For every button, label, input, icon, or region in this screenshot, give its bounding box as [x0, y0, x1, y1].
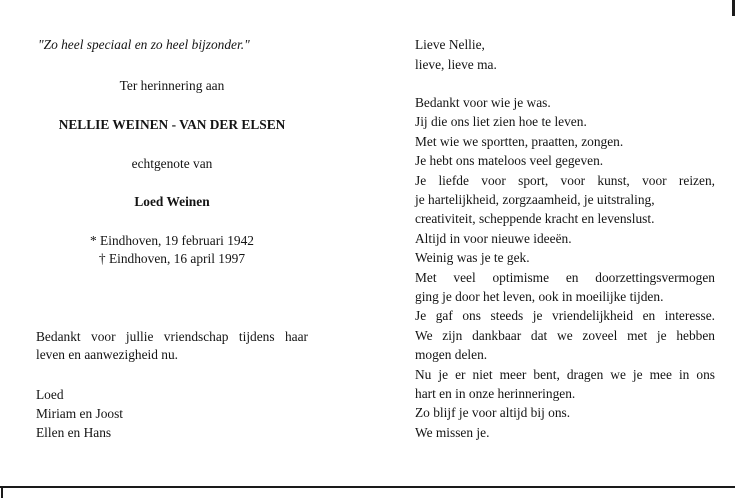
signature-1: Loed [36, 387, 64, 402]
thanks-text-line-2: leven en aanwezigheid nu. [36, 347, 179, 362]
poem-line-3: Met wie we sportten, praatten, zongen. [415, 133, 624, 149]
opening-quote: "Zo heel speciaal en zo heel bijzonder." [38, 37, 250, 52]
thanks-text-line-1 [36, 328, 308, 346]
poem-line-2: Jij die ons liet zien hoe te leven. [415, 114, 587, 130]
signature-3: Ellen en Hans [36, 425, 112, 440]
poem-line-13: We zijn dankbaar dat we zoveel met je hebben [415, 327, 715, 343]
signature-2: Miriam en Joost [36, 406, 124, 421]
poem-line-10: Met veel optimisme en doorzettingsvermogen [415, 269, 715, 285]
poem-line-1: Bedankt voor wie je was. [415, 95, 551, 110]
poem-line-5: Je liefde voor sport, voor kunst, voor reizen, [415, 172, 715, 188]
greeting-line-1: Lieve Nellie, [415, 37, 485, 52]
poem-line-12: Je gaf ons steeds je vriendelijkheid en interesse. [415, 308, 715, 324]
relation-text: echtgenote van [131, 156, 213, 171]
spouse-name: Loed Weinen [134, 194, 210, 209]
poem-line-14: mogen delen. [415, 347, 488, 363]
bottom-border-line [0, 486, 735, 488]
death-date: † Eindhoven, 16 april 1997 [98, 251, 246, 266]
bottom-border-tick [1, 486, 3, 498]
poem-line-9: Weinig was je te gek. [415, 250, 530, 266]
greeting-line-2: lieve, lieve ma. [415, 57, 497, 72]
poem-line-15: Nu je er niet meer bent, dragen we je mee in ons [415, 366, 715, 382]
poem-line-18: We missen je. [415, 424, 490, 440]
poem-line-17: Zo blijf je voor altijd bij ons. [415, 405, 571, 421]
thanks-text-line-1-content: Bedankt voor jullie vriendschap tijdens haar [36, 329, 308, 344]
remembrance-intro: Ter herinnering aan [119, 78, 225, 93]
poem-line-8: Altijd in voor nieuwe ideeën. [415, 230, 572, 246]
birth-date: * Eindhoven, 19 februari 1942 [90, 233, 254, 248]
poem-line-7: creativiteit, scheppende kracht en levenslust. [415, 211, 655, 227]
deceased-name: NELLIE WEINEN - VAN DER ELSEN [58, 117, 286, 132]
poem-line-16: hart en in onze herinneringen. [415, 386, 576, 401]
poem-line-11: ging je door het leven, ook in moeilijke tijden. [415, 289, 664, 304]
poem-line-4: Je hebt ons mateloos veel gegeven. [415, 153, 604, 169]
poem-line-6: je hartelijkheid, zorgzaamheid, je uitstraling, [415, 192, 655, 207]
